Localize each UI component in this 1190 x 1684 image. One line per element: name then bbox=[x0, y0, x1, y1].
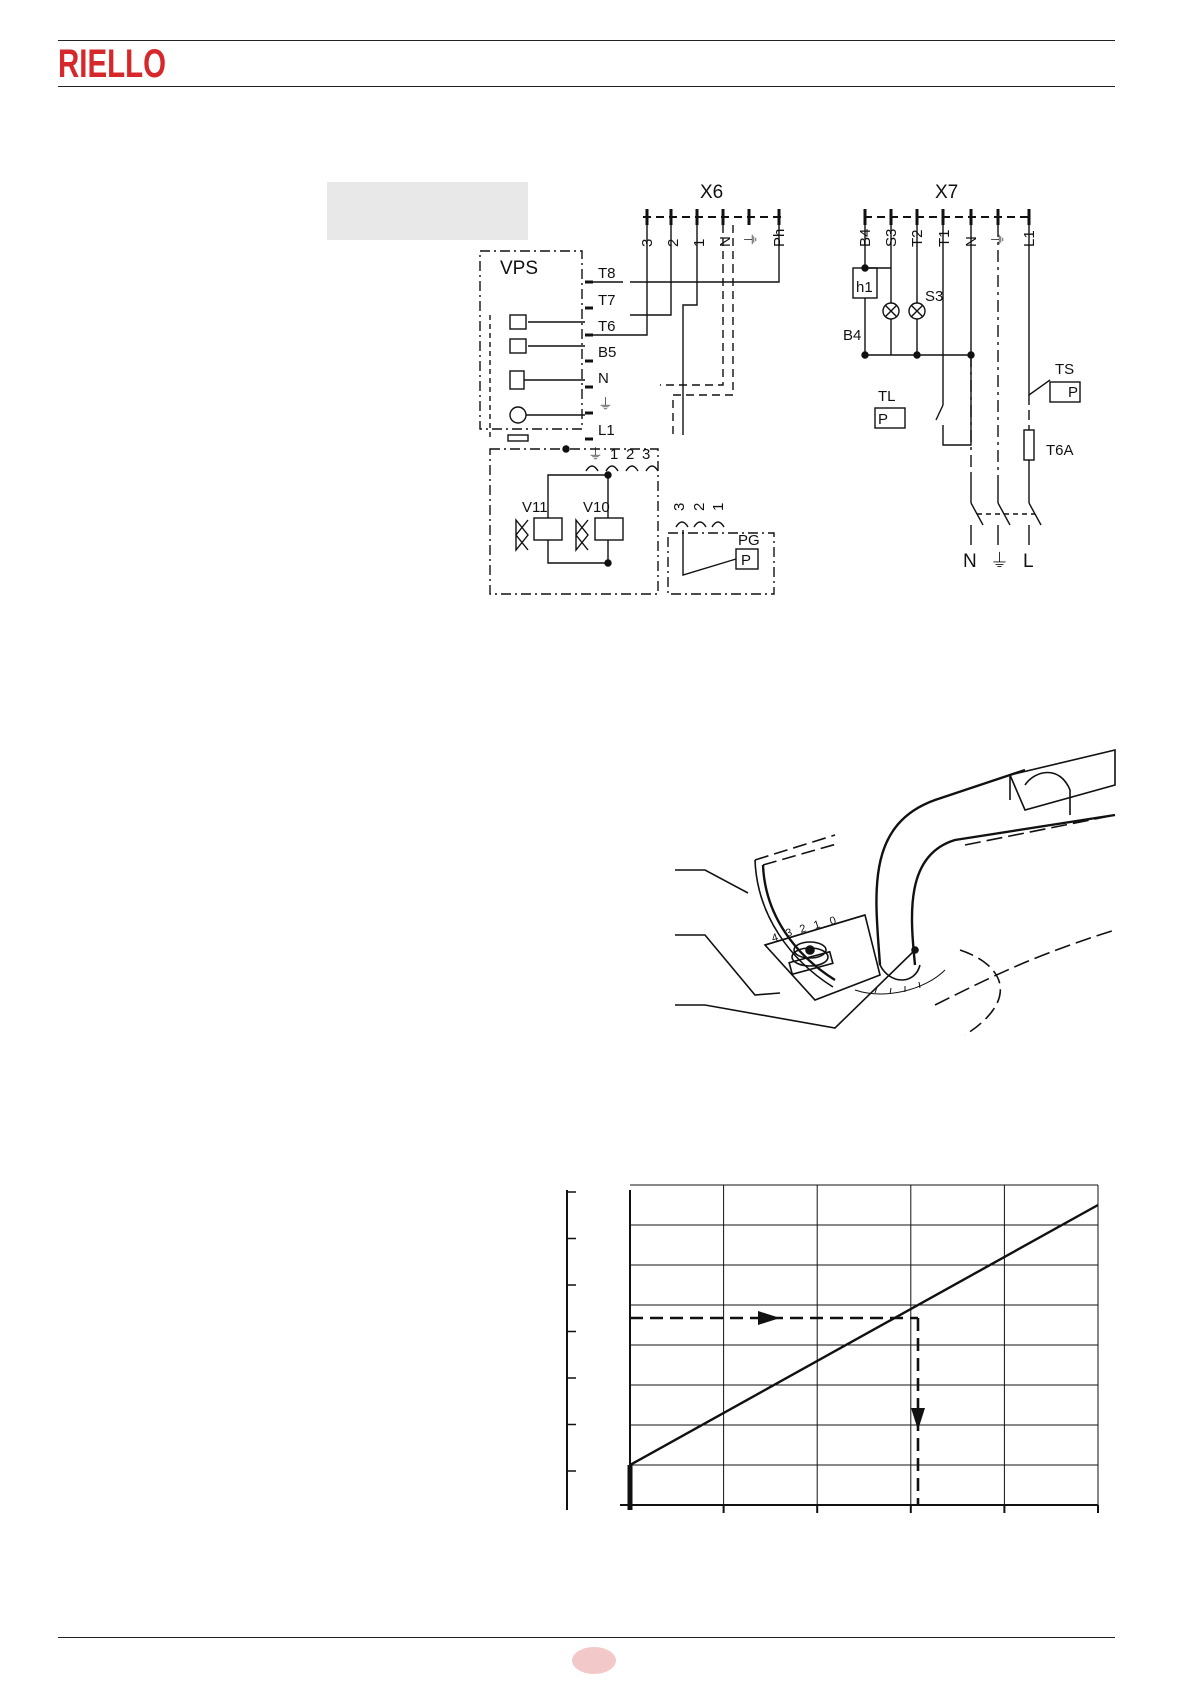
scale-mark-2: 2 bbox=[798, 922, 808, 936]
vps-terminal-n: N bbox=[598, 370, 609, 387]
arrow-right-icon bbox=[758, 1311, 780, 1325]
x7-pin-l1: L1 bbox=[1021, 230, 1038, 247]
vps-terminal-earth: ⏚ bbox=[598, 396, 614, 413]
page-number-badge bbox=[572, 1647, 616, 1674]
pg-pin-3: 3 bbox=[671, 502, 688, 511]
header-top-rule bbox=[58, 40, 1115, 41]
vps-terminal-t7: T7 bbox=[598, 292, 616, 309]
x6-label: X6 bbox=[700, 182, 724, 203]
footer-rule bbox=[58, 1637, 1115, 1638]
x6-pin-earth: ⏚ bbox=[743, 231, 760, 247]
x6-pin-ph: Ph bbox=[771, 228, 788, 247]
b4-label: B4 bbox=[843, 327, 862, 344]
valve-pin-earth: ⏚ bbox=[588, 446, 604, 463]
x6-pin-3: 3 bbox=[639, 238, 656, 247]
x7-pin-s3: S3 bbox=[883, 228, 900, 247]
x7-pin-n: N bbox=[963, 236, 980, 247]
arrow-down-icon bbox=[911, 1408, 925, 1430]
x7-pin-earth: ⏚ bbox=[990, 231, 1007, 247]
x6-pin-2: 2 bbox=[665, 238, 682, 247]
pg-pin-1: 1 bbox=[710, 502, 727, 511]
valve-v10-label: V10 bbox=[583, 499, 610, 516]
valve-pin-1: 1 bbox=[610, 446, 619, 463]
valve-pin-3: 3 bbox=[642, 446, 651, 463]
supply-n: N bbox=[963, 551, 977, 572]
x7-pin-t1: T1 bbox=[936, 229, 953, 247]
s3-label: S3 bbox=[925, 288, 944, 305]
tl-p-label: P bbox=[878, 411, 889, 428]
valve-v11-label: V11 bbox=[522, 499, 548, 516]
x7-pin-b4: B4 bbox=[857, 228, 874, 247]
scale-mark-4: 4 bbox=[770, 931, 780, 945]
riello-logo bbox=[58, 42, 168, 86]
scale-mark-3: 3 bbox=[784, 926, 794, 940]
x7-pin-t2: T2 bbox=[909, 229, 926, 247]
vps-label: VPS bbox=[500, 258, 539, 279]
damper-illustration bbox=[675, 745, 1115, 1045]
vps-terminal-t8: T8 bbox=[598, 265, 616, 282]
wiring-diagram bbox=[480, 175, 1100, 655]
valve-pin-2: 2 bbox=[626, 446, 635, 463]
fuse-label: T6A bbox=[1046, 442, 1074, 459]
x6-pin-n: N bbox=[717, 236, 734, 247]
regulation-graph bbox=[550, 1180, 1110, 1520]
pg-pin-2: 2 bbox=[691, 502, 708, 511]
supply-earth: ⏚ bbox=[990, 551, 1010, 572]
tl-label: TL bbox=[878, 388, 896, 405]
scale-mark-0: 0 bbox=[828, 914, 838, 928]
vps-terminal-l1: L1 bbox=[598, 422, 615, 439]
vps-terminal-b5: B5 bbox=[598, 344, 617, 361]
x7-label: X7 bbox=[935, 182, 959, 203]
h1-label: h1 bbox=[856, 279, 873, 296]
header-bottom-rule bbox=[58, 86, 1115, 87]
pg-p-label: P bbox=[741, 552, 752, 569]
scale-mark-1: 1 bbox=[812, 918, 822, 932]
regulation-line bbox=[630, 1205, 1098, 1465]
x6-pin-1: 1 bbox=[691, 238, 708, 247]
supply-l: L bbox=[1023, 551, 1034, 572]
ts-p-label: P bbox=[1068, 384, 1079, 401]
pg-label: PG bbox=[738, 532, 760, 549]
svg-text:RIELLO: RIELLO bbox=[58, 42, 166, 86]
ts-label: TS bbox=[1055, 361, 1075, 378]
vps-terminal-t6: T6 bbox=[598, 318, 616, 335]
